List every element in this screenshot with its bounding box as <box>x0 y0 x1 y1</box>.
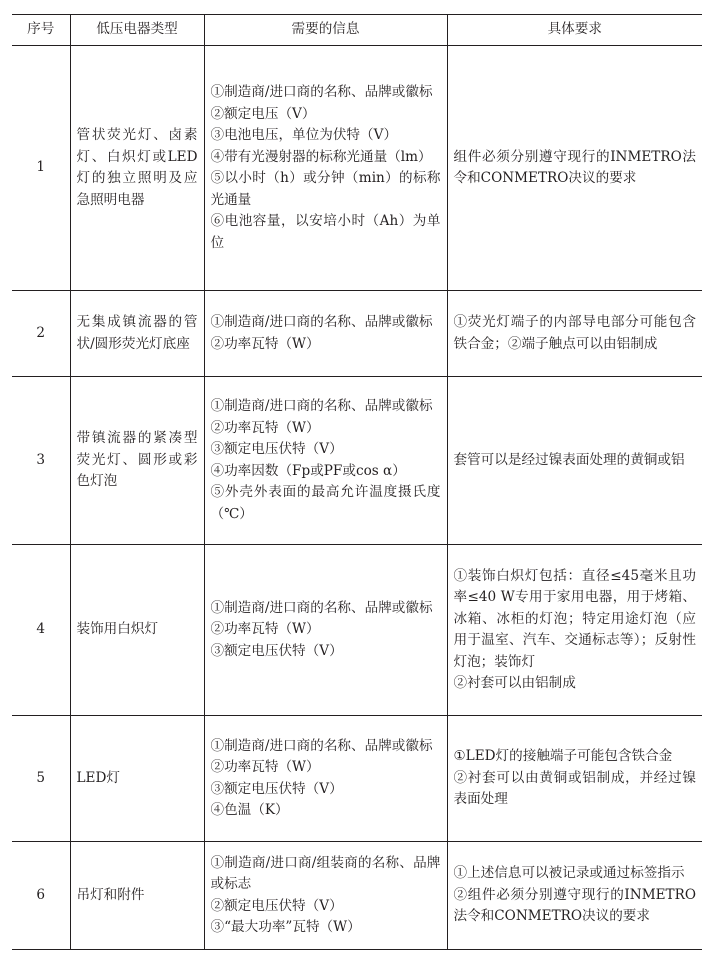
info-line: ①制造商/进口商的名称、品牌或徽标 <box>210 84 433 100</box>
header-no: 序号 <box>12 15 70 46</box>
info-line: ①制造商/进口商/组装商的名称、品牌或标志 <box>210 854 441 892</box>
device-type: 装饰用白炽灯 <box>70 545 204 716</box>
specific-requirements <box>447 545 702 716</box>
info-line: ②功率瓦特（W） <box>210 419 320 436</box>
specific-requirements <box>447 46 702 291</box>
specific-requirements <box>447 842 702 950</box>
device-type: LED灯 <box>70 716 204 842</box>
info-line: ②额定电压伏特（V） <box>210 897 343 914</box>
required-info <box>204 545 447 716</box>
specific-requirements <box>447 716 702 842</box>
device-type: 带镇流器的紧凑型荧光灯、圆形或彩色灯泡 <box>70 377 204 545</box>
info-line: ④色温（K） <box>210 802 289 818</box>
row-number: 4 <box>12 545 70 716</box>
device-type: 吊灯和附件 <box>70 842 204 950</box>
device-type: 无集成镇流器的管状/圆形荧光灯底座 <box>70 291 204 377</box>
row-number: 5 <box>12 716 70 842</box>
table-row <box>12 377 702 545</box>
info-line: ①制造商/进口商的名称、品牌或徽标 <box>210 599 433 616</box>
specific-requirements <box>447 291 702 377</box>
requirement-line: ①装饰白炽灯包括：直径≤45毫米且功率≤40 W专用于家用电器，用于烤箱、冰箱、冰柜的灯泡；特定用途灯泡（应用于温室、汽车、交通标志等）；反射性灯泡；装饰灯 <box>453 567 696 670</box>
specific-requirements <box>447 377 702 545</box>
info-line: ③额定电压伏特（V） <box>210 780 343 797</box>
info-line: ⑤外壳外表面的最高允许温度摄氏度（℃） <box>210 484 441 522</box>
info-line: ③额定电压伏特（V） <box>210 441 343 457</box>
requirement-line: ①荧光灯端子的内部导电部分可能包含铁合金；②端子触点可以由铝制成 <box>453 314 696 352</box>
requirement-line: ②衬套可以由黄铜或铝制成，并经过镍表面处理 <box>453 769 696 808</box>
table-row <box>12 842 702 950</box>
required-info <box>204 842 447 950</box>
info-line: ④功率因数（Fp或PF或cos α） <box>210 462 406 479</box>
requirements-table <box>12 14 702 950</box>
info-line: ①制造商/进口商的名称、品牌或徽标 <box>210 314 433 330</box>
table-row <box>12 291 702 377</box>
info-line: ②功率瓦特（W） <box>210 335 320 352</box>
requirement-line: ①LED灯的接触端子可能包含铁合金 <box>453 748 673 765</box>
info-line: ③额定电压伏特（V） <box>210 642 343 659</box>
requirement-line: 组件必须分别遵守现行的INMETRO法令和CONMETRO决议的要求 <box>453 148 696 186</box>
requirement-line: ②组件必须分别遵守现行的INMETRO法令和CONMETRO决议的要求 <box>453 886 696 925</box>
requirement-line: 套管可以是经过镍表面处理的黄铜或铝 <box>453 451 685 468</box>
info-line: ②功率瓦特（W） <box>210 621 320 638</box>
requirement-line: ①上述信息可以被记录或通过标签指示 <box>453 865 685 882</box>
required-info <box>204 46 447 291</box>
table-row <box>12 46 702 291</box>
info-line: ④带有光漫射器的标称光通量（lm） <box>210 148 432 165</box>
info-line: ③“最大功率”瓦特（W） <box>210 919 361 935</box>
device-type: 管状荧光灯、卤素灯、白炽灯或LED灯的独立照明及应急照明电器 <box>70 46 204 291</box>
required-info <box>204 291 447 377</box>
requirement-line: ②衬套可以由铝制成 <box>453 675 576 691</box>
info-line: ①制造商/进口商的名称、品牌或徽标 <box>210 737 433 754</box>
required-info <box>204 377 447 545</box>
info-line: ②功率瓦特（W） <box>210 759 320 775</box>
info-line: ③电池电压，单位为伏特（V） <box>210 127 398 143</box>
row-number: 1 <box>12 46 70 291</box>
table-header-row <box>12 15 702 46</box>
row-number: 2 <box>12 291 70 377</box>
header-specific-requirements: 具体要求 <box>447 15 702 46</box>
info-line: ⑤以小时（h）或分钟（min）的标称光通量 <box>210 170 441 208</box>
row-number: 3 <box>12 377 70 545</box>
info-line: ①制造商/进口商的名称、品牌或徽标 <box>210 398 433 414</box>
row-number: 6 <box>12 842 70 950</box>
info-line: ⑥电池容量，以安培小时（Ah）为单位 <box>210 213 441 251</box>
header-device-type: 低压电器类型 <box>70 15 204 46</box>
table-row <box>12 716 702 842</box>
info-line: ②额定电压（V） <box>210 105 316 122</box>
required-info <box>204 716 447 842</box>
table-row <box>12 545 702 716</box>
header-required-info: 需要的信息 <box>204 15 447 46</box>
